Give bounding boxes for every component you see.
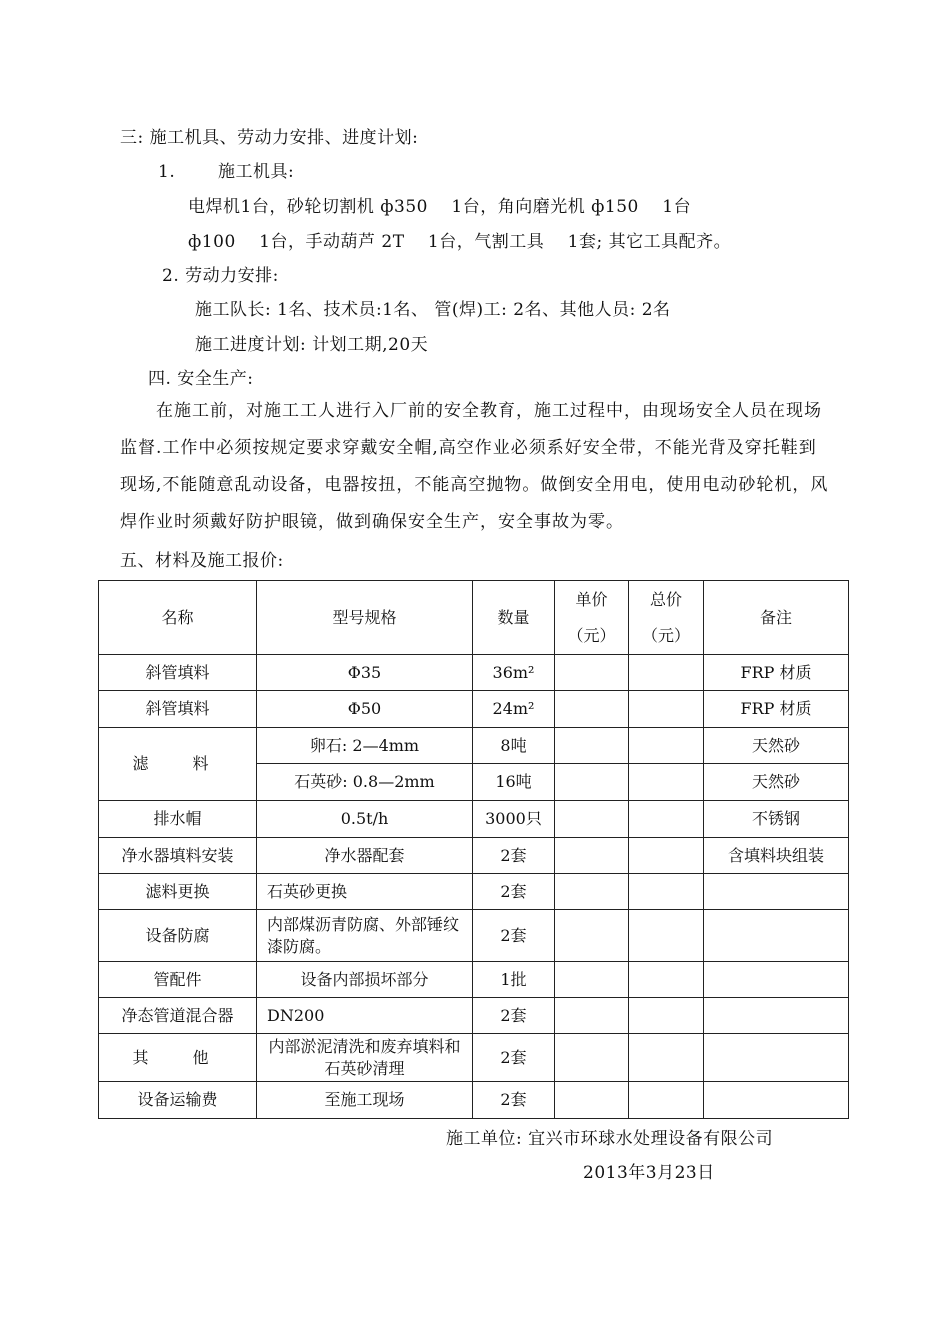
section5-heading: 五、材料及施工报价: <box>120 551 284 571</box>
cell-note: 不锈钢 <box>704 801 849 838</box>
cell-spec: DN200 <box>257 998 473 1034</box>
table-header-row <box>99 581 849 655</box>
header-total <box>629 581 704 655</box>
cell-name: 设备防腐 <box>99 910 257 962</box>
section4-heading: 四. 安全生产: <box>148 369 254 389</box>
tools-line-1: 电焊机1台，砂轮切割机 ф350 1台，角向磨光机 ф150 1台 <box>188 197 692 217</box>
cell-note <box>704 1082 849 1119</box>
company-signature: 施工单位: 宜兴市环球水处理设备有限公司 <box>446 1129 774 1149</box>
cell-name: 净水器填料安装 <box>99 838 257 874</box>
cell-unit-price <box>555 1082 629 1119</box>
cell-total <box>629 801 704 838</box>
cell-spec: 卵石: 2—4mm <box>257 728 473 764</box>
cell-unit-price <box>555 998 629 1034</box>
safety-text: 在施工前，对施工工人进行入厂前的安全教育，施工过程中，由现场安全人员在现场监督.工作中必须按规定要求穿戴安全帽,高空作业必须系好安全带，不能光背及穿托鞋到现场,不能随意乱动设备，电器按扭，不能高空抛物。做倒安全用电，使用电动砂轮机，风焊作业时须戴好防护眼镜，做到确保安全生产，安全事故为零。 <box>120 401 829 532</box>
cell-name: 斜管填料 <box>99 655 257 691</box>
header-total-label: 总价 <box>649 589 682 609</box>
cell-unit-price <box>555 962 629 998</box>
cell-spec: 内部淤泥清洗和废弃填料和石英砂清理 <box>257 1034 473 1082</box>
cell-unit-price <box>555 655 629 691</box>
cell-name: 滤料更换 <box>99 874 257 910</box>
cell-qty: 36m² <box>473 655 555 691</box>
table-row <box>99 874 849 910</box>
cell-total <box>629 691 704 728</box>
cell-qty: 2套 <box>473 998 555 1034</box>
header-name: 名称 <box>99 581 257 655</box>
cell-qty: 3000只 <box>473 801 555 838</box>
cell-spec: Φ50 <box>257 691 473 728</box>
cell-note: 天然砂 <box>704 728 849 764</box>
quote-table <box>98 580 849 1119</box>
header-unit-price-unit: （元） <box>567 625 616 645</box>
cell-total <box>629 910 704 962</box>
cell-spec: 0.5t/h <box>257 801 473 838</box>
cell-total <box>629 1034 704 1082</box>
header-total-unit: （元） <box>641 625 690 645</box>
cell-unit-price <box>555 838 629 874</box>
cell-unit-price <box>555 1034 629 1082</box>
table-row <box>99 838 849 874</box>
schedule-line: 施工进度计划: 计划工期,20天 <box>195 335 429 355</box>
cell-name: 排水帽 <box>99 801 257 838</box>
cell-total <box>629 838 704 874</box>
section3-heading: 三: 施工机具、劳动力安排、进度计划: <box>120 128 419 148</box>
cell-unit-price <box>555 691 629 728</box>
cell-total <box>629 728 704 764</box>
cell-name: 设备运输费 <box>99 1082 257 1119</box>
cell-unit-price <box>555 801 629 838</box>
item1-title: 施工机具: <box>218 162 295 182</box>
table-row <box>99 962 849 998</box>
cell-spec: 净水器配套 <box>257 838 473 874</box>
table-row <box>99 1082 849 1119</box>
cell-name-text: 其 他 <box>132 1047 223 1067</box>
cell-note: FRP 材质 <box>704 691 849 728</box>
cell-spec: 至施工现场 <box>257 1082 473 1119</box>
cell-name <box>99 728 257 801</box>
cell-qty: 24m² <box>473 691 555 728</box>
cell-note: FRP 材质 <box>704 655 849 691</box>
cell-total <box>629 655 704 691</box>
item1-number: 1. <box>158 162 176 182</box>
cell-unit-price <box>555 910 629 962</box>
cell-name: 斜管填料 <box>99 691 257 728</box>
cell-note <box>704 1034 849 1082</box>
tools-line-2: ф100 1台，手动葫芦 2T 1台，气割工具 1套; 其它工具配齐。 <box>188 232 732 252</box>
table-row <box>99 998 849 1034</box>
cell-qty: 2套 <box>473 838 555 874</box>
cell-spec: Φ35 <box>257 655 473 691</box>
cell-note: 天然砂 <box>704 764 849 801</box>
cell-qty: 2套 <box>473 1082 555 1119</box>
cell-name: 净态管道混合器 <box>99 998 257 1034</box>
table-row <box>99 691 849 728</box>
cell-total <box>629 1082 704 1119</box>
cell-qty: 8吨 <box>473 728 555 764</box>
cell-qty: 2套 <box>473 1034 555 1082</box>
cell-qty: 2套 <box>473 874 555 910</box>
cell-spec: 石英砂: 0.8—2mm <box>257 764 473 801</box>
header-unit-price <box>555 581 629 655</box>
cell-note <box>704 910 849 962</box>
labor-line: 施工队长: 1名、技术员:1名、 管(焊)工: 2名、其他人员: 2名 <box>195 300 671 320</box>
header-unit-price-label: 单价 <box>575 589 608 609</box>
header-qty: 数量 <box>473 581 555 655</box>
table-row <box>99 801 849 838</box>
cell-unit-price <box>555 764 629 801</box>
table-row <box>99 1034 849 1082</box>
cell-spec: 石英砂更换 <box>257 874 473 910</box>
cell-total <box>629 962 704 998</box>
table-row <box>99 728 849 764</box>
cell-spec: 内部煤沥青防腐、外部锤纹漆防腐。 <box>257 910 473 962</box>
table-row <box>99 910 849 962</box>
cell-total <box>629 764 704 801</box>
cell-unit-price <box>555 728 629 764</box>
cell-note <box>704 874 849 910</box>
document-date: 2013年3月23日 <box>583 1163 715 1183</box>
header-note: 备注 <box>704 581 849 655</box>
cell-unit-price <box>555 874 629 910</box>
cell-name-text: 滤 料 <box>132 754 223 773</box>
cell-qty: 2套 <box>473 910 555 962</box>
table-row <box>99 655 849 691</box>
header-spec: 型号规格 <box>257 581 473 655</box>
safety-paragraph <box>120 393 832 541</box>
cell-note <box>704 998 849 1034</box>
cell-spec: 设备内部损坏部分 <box>257 962 473 998</box>
cell-note <box>704 962 849 998</box>
cell-qty: 1批 <box>473 962 555 998</box>
item2-title: 2. 劳动力安排: <box>162 266 279 286</box>
cell-total <box>629 874 704 910</box>
cell-note: 含填料块组装 <box>704 838 849 874</box>
cell-qty: 16吨 <box>473 764 555 801</box>
cell-total <box>629 998 704 1034</box>
cell-name: 管配件 <box>99 962 257 998</box>
cell-name <box>99 1034 257 1082</box>
